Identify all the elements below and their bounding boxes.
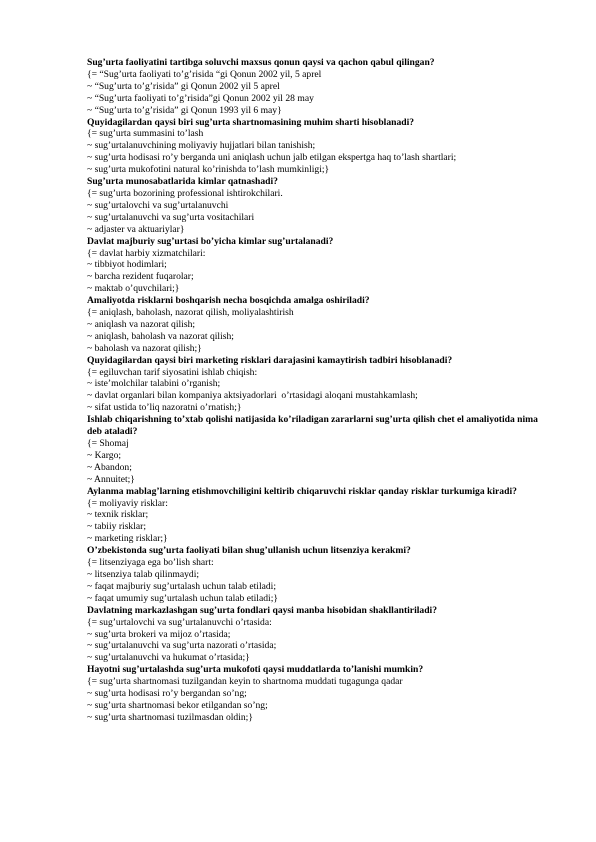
question-text: Quyidagilardan qaysi biri sug’urta shartnomasining muhim sharti hisoblanadi? xyxy=(87,116,415,128)
answer-option: ~ sug’urtalanuvchining moliyaviy hujjatlari bilan tanishish; xyxy=(87,140,316,152)
correct-answer: {= “Sug’urta faoliyati to’g’risida “gi Qonun 2002 yil, 5 aprel xyxy=(87,68,322,80)
question-block xyxy=(87,117,547,177)
question-text: Aylanma mablag’larning etishmovchiligini keltirib chiqaruvchi risklar qanday risklar turkumiga kiradi? xyxy=(87,485,517,497)
answer-option: ~ sug’urta hodisasi ro’y bergandan so’ng; xyxy=(87,688,247,700)
answer-option: ~ tabiiy risklar; xyxy=(87,521,147,533)
question-block xyxy=(87,57,547,117)
answer-option: ~ “Sug’urta to’g’risida” gi Qonun 1993 yil 6 may} xyxy=(87,104,282,116)
answer-option: ~ marketing risklar;} xyxy=(87,533,168,545)
question-block xyxy=(87,605,547,665)
correct-answer: {= sug’urtalovchi va sug’urtalanuvchi o’rtasida: xyxy=(87,616,272,628)
correct-answer: {= sug’urta shartnomasi tuzilgandan keyin to shartnoma muddati tugagunga qadar xyxy=(87,676,403,688)
correct-answer: {= aniqlash, baholash, nazorat qilish, moliyalashtirish xyxy=(87,307,294,319)
question-block xyxy=(87,545,547,605)
question-block xyxy=(87,486,547,546)
answer-option: ~ sug’urta brokeri va mijoz o’rtasida; xyxy=(87,628,231,640)
question-text: Ishlab chiqarishning to’xtab qolishi natijasida ko’riladigan zararlarni sug’urta qilish chet el amaliyotida nima deb ataladi? xyxy=(87,414,538,438)
answer-option: ~ adjaster va aktuariylar} xyxy=(87,223,185,235)
question-text: Davlat majburiy sug’urtasi bo’yicha kimlar sug’urtalanadi? xyxy=(87,235,334,247)
answer-option: ~ sifat ustida to’liq nazoratni o’rnatish;} xyxy=(87,402,242,414)
document-page xyxy=(87,57,547,724)
answer-option: ~ sug’urtalanuvchi va sug’urta vositachilari xyxy=(87,211,255,223)
question-text: Sug’urta faoliyatini tartibga soluvchi maxsus qonun qaysi va qachon qabul qilingan? xyxy=(87,57,435,68)
question-text: Quyidagilardan qaysi biri marketing risklari darajasini kamaytirish tadbiri hisoblanadi? xyxy=(87,354,453,366)
answer-option: ~ baholash va nazorat qilish;} xyxy=(87,342,202,354)
answer-option: ~ faqat majburiy sug’urtalash uchun talab etiladi; xyxy=(87,580,277,592)
answer-option: ~ sug’urta shartnomasi tuzilmasdan oldin;} xyxy=(87,711,253,723)
answer-option: ~ sug’urta mukofotini natural ko’rinishda to’lash mumkinligi;} xyxy=(87,164,330,176)
question-text: Davlatning markazlashgan sug’urta fondlari qaysi manba hisobidan shakllantiriladi? xyxy=(87,604,437,616)
answer-option: ~ iste’molchilar talabini o’rganish; xyxy=(87,378,221,390)
correct-answer: {= litsenziyaga ega bo’lish shart: xyxy=(87,557,214,569)
answer-option: ~ faqat umumiy sug’urtalash uchun talab etiladi;} xyxy=(87,592,278,604)
answer-option: ~ aniqlash va nazorat qilish; xyxy=(87,318,196,330)
question-text: O’zbekistonda sug’urta faoliyati bilan shug’ullanish uchun litsenziya kerakmi? xyxy=(87,545,411,557)
answer-option: ~ barcha rezident fuqarolar; xyxy=(87,271,194,283)
answer-option: ~ sug’urta shartnomasi bekor etilgandan so’ng; xyxy=(87,699,268,711)
answer-option: ~ “Sug’urta to’g’risida” gi Qonun 2002 yil 5 aprel xyxy=(87,80,280,92)
answer-option: ~ litsenziya talab qilinmaydi; xyxy=(87,568,200,580)
correct-answer: {= sug’urta bozorining professional ishtirokchilari. xyxy=(87,187,283,199)
correct-answer: {= Shomaj xyxy=(87,438,129,449)
question-block xyxy=(87,414,547,485)
question-text: Amaliyotda risklarni boshqarish necha bosqichda amalga oshiriladi? xyxy=(87,295,370,307)
question-block xyxy=(87,236,547,296)
answer-option: ~ maktab o’quvchilari;} xyxy=(87,283,180,295)
answer-option: ~ sug’urtalanuvchi va hukumat o’rtasida;} xyxy=(87,652,250,664)
question-block xyxy=(87,664,547,724)
question-block xyxy=(87,355,547,415)
answer-option: ~ “Sug’urta faoliyati to’g’risida”gi Qonun 2002 yil 28 may xyxy=(87,92,314,104)
correct-answer: {= davlat harbiy xizmatchilari: xyxy=(87,247,206,259)
answer-option: ~ Abandon; xyxy=(87,461,132,473)
correct-answer: {= sug’urta summasini to’lash xyxy=(87,128,204,140)
answer-option: ~ sug’urtalanuvchi va sug’urta nazorati o’rtasida; xyxy=(87,640,277,652)
answer-option: ~ tibbiyot hodimlari; xyxy=(87,259,167,271)
correct-answer: {= egiluvchan tarif siyosatini ishlab chiqish: xyxy=(87,366,258,378)
answer-option: ~ Annuitet;} xyxy=(87,473,135,485)
answer-option: ~ aniqlash, baholash va nazorat qilish; xyxy=(87,330,234,342)
question-block xyxy=(87,176,547,236)
question-block xyxy=(87,295,547,355)
answer-option: ~ texnik risklar; xyxy=(87,509,149,521)
correct-answer: {= moliyaviy risklar: xyxy=(87,497,168,509)
answer-option: ~ sug’urta hodisasi ro’y berganda uni aniqlash uchun jalb etilgan ekspertga haq to’lash shartlari; xyxy=(87,152,457,164)
answer-option: ~ davlat organlari bilan kompaniya aktsiyadorlari o’rtasidagi aloqani mustahkamlash; xyxy=(87,390,418,402)
answer-option: ~ Kargo; xyxy=(87,449,122,461)
question-text: Hayotni sug’urtalashda sug’urta mukofoti qaysi muddatlarda to’lanishi mumkin? xyxy=(87,664,424,676)
answer-option: ~ sug’urtalovchi va sug’urtalanuvchi xyxy=(87,199,229,211)
question-text: Sug’urta munosabatlarida kimlar qatnashadi? xyxy=(87,176,278,188)
